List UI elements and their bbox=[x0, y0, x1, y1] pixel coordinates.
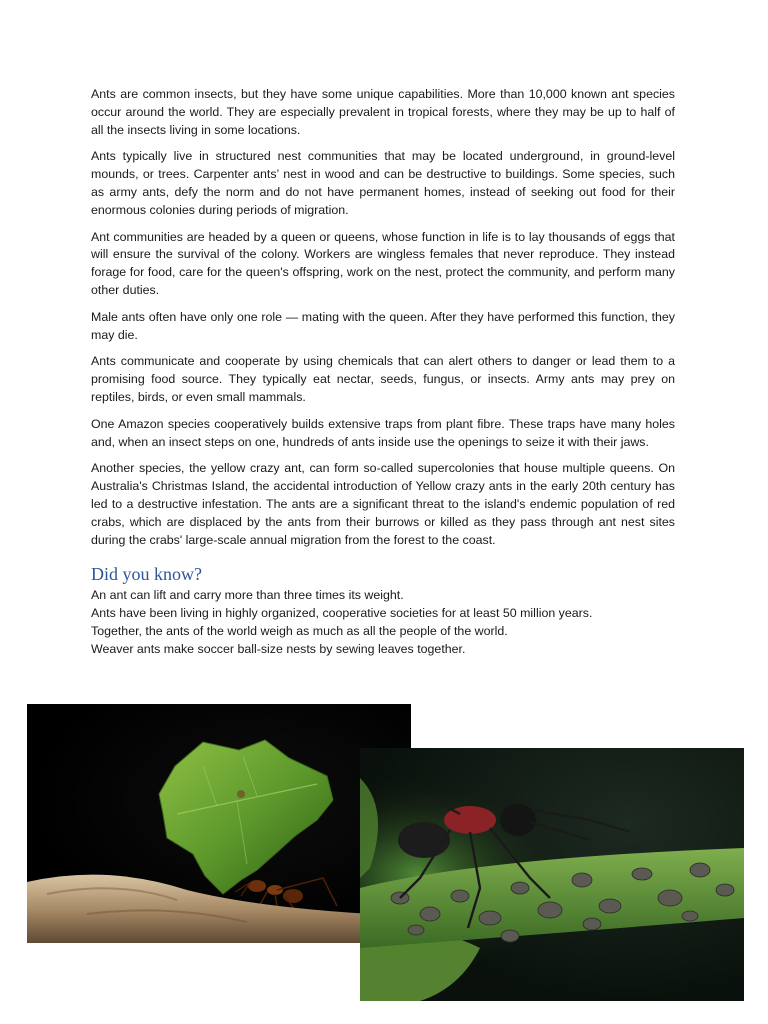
fact-item: Ants have been living in highly organized, cooperative societies for at least 50 million years. bbox=[91, 606, 593, 621]
paragraph-communication: Ants communicate and cooperate by using chemicals that can alert others to danger or lead them to a promising food source. They typically eat nectar, seeds, fungus, or insects. Army ants may prey on reptiles, birds, or even small mammals. bbox=[91, 354, 675, 404]
leafcutter-ant-photo bbox=[27, 704, 411, 943]
paragraph-queens: Ant communities are headed by a queen or queens, whose function in life is to lay thousands of eggs that will ensure the survival of the colony. Workers are wingless females that never reproduce. They instead forage for food, care for the queen's offspring, work on the nest, protect the community, and perform many other duties. bbox=[91, 229, 675, 297]
fact-item: Weaver ants make soccer ball-size nests by sewing leaves together. bbox=[91, 641, 466, 656]
fact-item: An ant can lift and carry more than three times its weight. bbox=[91, 588, 404, 603]
paragraph-males: Male ants often have only one role — mating with the queen. After they have performed this function, they may die. bbox=[91, 309, 675, 342]
paragraph-nests: Ants typically live in structured nest communities that may be located underground, in ground-level mounds, or trees. Carpenter ants’ nest in wood and can be destructive to buildings. Some species, such as army ants, defy the norm and do not have permanent homes, instead of seeking out food for their enormous colonies during periods of migration. bbox=[91, 149, 675, 217]
paragraph-amazon-traps: One Amazon species cooperatively builds extensive traps from plant fibre. These traps have many holes and, when an insect steps on one, hundreds of ants inside use the openings to seize it with their jaws. bbox=[91, 416, 675, 449]
paragraph-crazy-ant: Another species, the yellow crazy ant, can form so-called supercolonies that house multiple queens. On Australia's Christmas Island, the accidental introduction of Yellow crazy ants in the early 20th century has led to a destructive infestation. The ants are a significant threat to the island's endemic population of red crabs, which are displaced by the ants from their burrows or killed as they pass through ant nest sites during the crabs' large-scale annual migration from the forest to the coast. bbox=[91, 461, 675, 547]
did-you-know-heading: Did you know? bbox=[91, 564, 202, 585]
document-body bbox=[91, 86, 675, 659]
fact-item: Together, the ants of the world weigh as much as all the people of the world. bbox=[91, 623, 508, 638]
ants-aphids-photo bbox=[360, 748, 744, 1001]
paragraph-intro: Ants are common insects, but they have some unique capabilities. More than 10,000 known ant species occur around the world. They are especially prevalent in tropical forests, where they may be up to half of all the insects living in some locations. bbox=[91, 87, 675, 137]
